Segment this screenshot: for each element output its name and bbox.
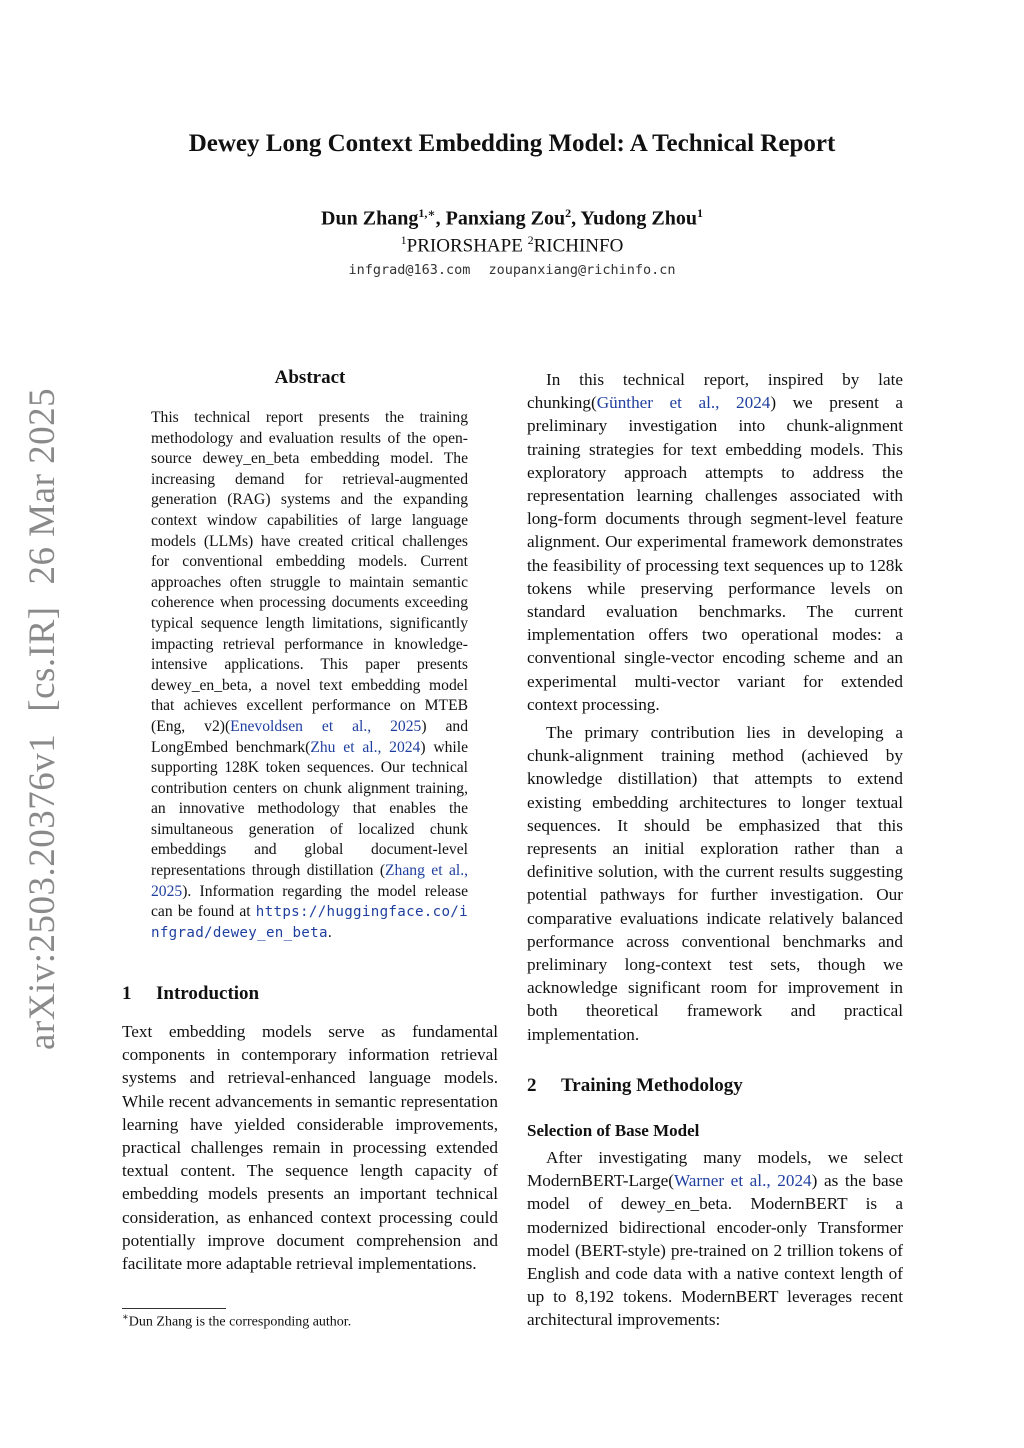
arxiv-category: [cs.IR]	[21, 606, 63, 712]
paragraph	[527, 368, 903, 716]
citation-link[interactable]: Günther et al., 2024	[596, 393, 771, 413]
arxiv-watermark	[20, 387, 64, 1050]
abstract-text: ) and LongEmbed benchmark(	[151, 717, 469, 756]
author-name: Yudong Zhou	[580, 207, 697, 230]
section-number: 2	[527, 1075, 537, 1096]
base-model-body	[527, 1146, 903, 1332]
affiliations	[0, 233, 1024, 257]
abstract-text: ). Information regarding the model release can be found at	[151, 882, 468, 921]
citation-link[interactable]: Zhang et al., 2025	[151, 862, 468, 900]
citation-link[interactable]: Warner et al., 2024	[673, 1171, 812, 1191]
introduction-body	[122, 1020, 498, 1275]
paragraph-text: In this technical report, inspired by late chunking(	[527, 370, 903, 413]
footnote-text: Dun Zhang is the corresponding author.	[128, 1314, 352, 1330]
affil-org: RICHINFO	[533, 235, 624, 257]
model-url-link[interactable]: https://huggingface.co/infgrad/dewey_en_beta	[151, 904, 468, 941]
abstract-text: .	[327, 923, 332, 941]
paragraph: The primary contribution lies in developing a chunk-alignment training method (achieved by knowledge distillation) that attempts to extend existing embedding architectures to longer textual sequences. It should be emphasized that this represents an initial exploration rather than a definitive solution, with the current results suggesting potential pathways for further investigation. Our comparative evaluations indicate relatively balanced performance across conventional benchmarks and preliminary long-context test sets, though we acknowledge significant room for improvement in both theoretical framework and practical implementation.	[527, 723, 903, 1044]
author-affil-mark: 2	[565, 206, 572, 220]
author-list	[0, 206, 1024, 231]
citation-link[interactable]: Enevoldsen et al., 2025	[230, 717, 422, 735]
paragraph-text: After investigating many models, we select ModernBERT-Large(	[527, 1148, 903, 1191]
footnote	[122, 1312, 502, 1331]
author-emails: infgrad@163.com zoupanxiang@richinfo.cn	[348, 262, 676, 278]
paragraph-text: ) we present a preliminary investigation into chunk-alignment training strategies for text embedding models. This exploratory approach attempts to address the representation learning challenges associated with long-form documents through segment-level feature alignment. Our experimental framework demonstrates the feasibility of processing text sequences up to 128k tokens while preserving performance levels on standard evaluation benchmarks. The current implementation offers two operational modes: a conventional single-vector encoding scheme and an experimental multi-vector variant for extended context processing.	[527, 393, 903, 714]
affil-mark: 2	[527, 233, 534, 247]
section-number: 1	[122, 983, 132, 1004]
affil-mark: 1	[400, 233, 407, 247]
author-affil-mark: 1,∗	[418, 206, 436, 220]
affil-org: PRIORSHAPE	[406, 235, 523, 257]
section-heading-training-methodology	[527, 1075, 743, 1097]
arxiv-date: 26 Mar 2025	[21, 387, 63, 585]
abstract-text: ) while supporting 128K token sequences. Our technical contribution centers on chunk alignment training, an innovative methodology that enables the simultaneous generation of localized chunk embeddings and global document-level representations through distillation (	[151, 738, 468, 880]
paragraph	[527, 1146, 903, 1332]
abstract-text: This technical report presents the training methodology and evaluation results of the open-source dewey_en_beta embedding model. The increasing demand for retrieval-augmented generation (RAG) systems and the expanding context window capabilities of large language models (LLMs) have created critical challenges for conventional embedding models. Current approaches often struggle to maintain semantic coherence when processing documents exceeding typical sequence length limitations, significantly impacting retrieval performance in knowledge-intensive applications. This paper presents dewey_en_beta, a novel text embedding model that achieves excellent performance on MTEB (Eng, v2)(	[151, 409, 468, 735]
author-separator: ,	[571, 207, 581, 230]
author-separator: ,	[435, 207, 446, 230]
paragraph-text: ) as the base model of dewey_en_beta. ModernBERT is a modernized bidirectional encoder-only Transformer model (BERT-style) pre-trained on 2 trillion tokens of English and code data with a native context length of up to 8,192 tokens. ModernBERT leverages recent architectural improvements:	[527, 1171, 903, 1330]
abstract-body	[151, 408, 468, 943]
section-title: Introduction	[156, 983, 260, 1004]
right-column-intro-body	[527, 368, 903, 1046]
subsection-heading: Selection of Base Model	[527, 1121, 700, 1140]
section-heading-introduction	[122, 983, 259, 1005]
author-affil-mark: 1	[696, 206, 703, 220]
author-name: Panxiang Zou	[445, 207, 566, 230]
paragraph: Text embedding models serve as fundamental components in contemporary information retrieval systems and retrieval-enhanced language models. While recent advancements in semantic representation learning have yielded considerable improvements, practical challenges remain in processing extended textual content. The sequence length capacity of embedding models presents an important technical consideration, as enhanced context processing could potentially improve document comprehension and facilitate more adaptable retrieval implementations.	[122, 1022, 498, 1274]
footnote-mark: ∗	[122, 1312, 129, 1323]
citation-link[interactable]: Zhu et al., 2024	[310, 738, 421, 756]
section-title: Training Methodology	[561, 1075, 743, 1096]
abstract-heading: Abstract	[274, 367, 346, 388]
arxiv-id: arXiv:2503.20376v1	[21, 733, 63, 1050]
author-name: Dun Zhang	[321, 207, 419, 230]
paper-title: Dewey Long Context Embedding Model: A Technical Report	[188, 130, 836, 157]
footnote-divider	[122, 1308, 226, 1309]
